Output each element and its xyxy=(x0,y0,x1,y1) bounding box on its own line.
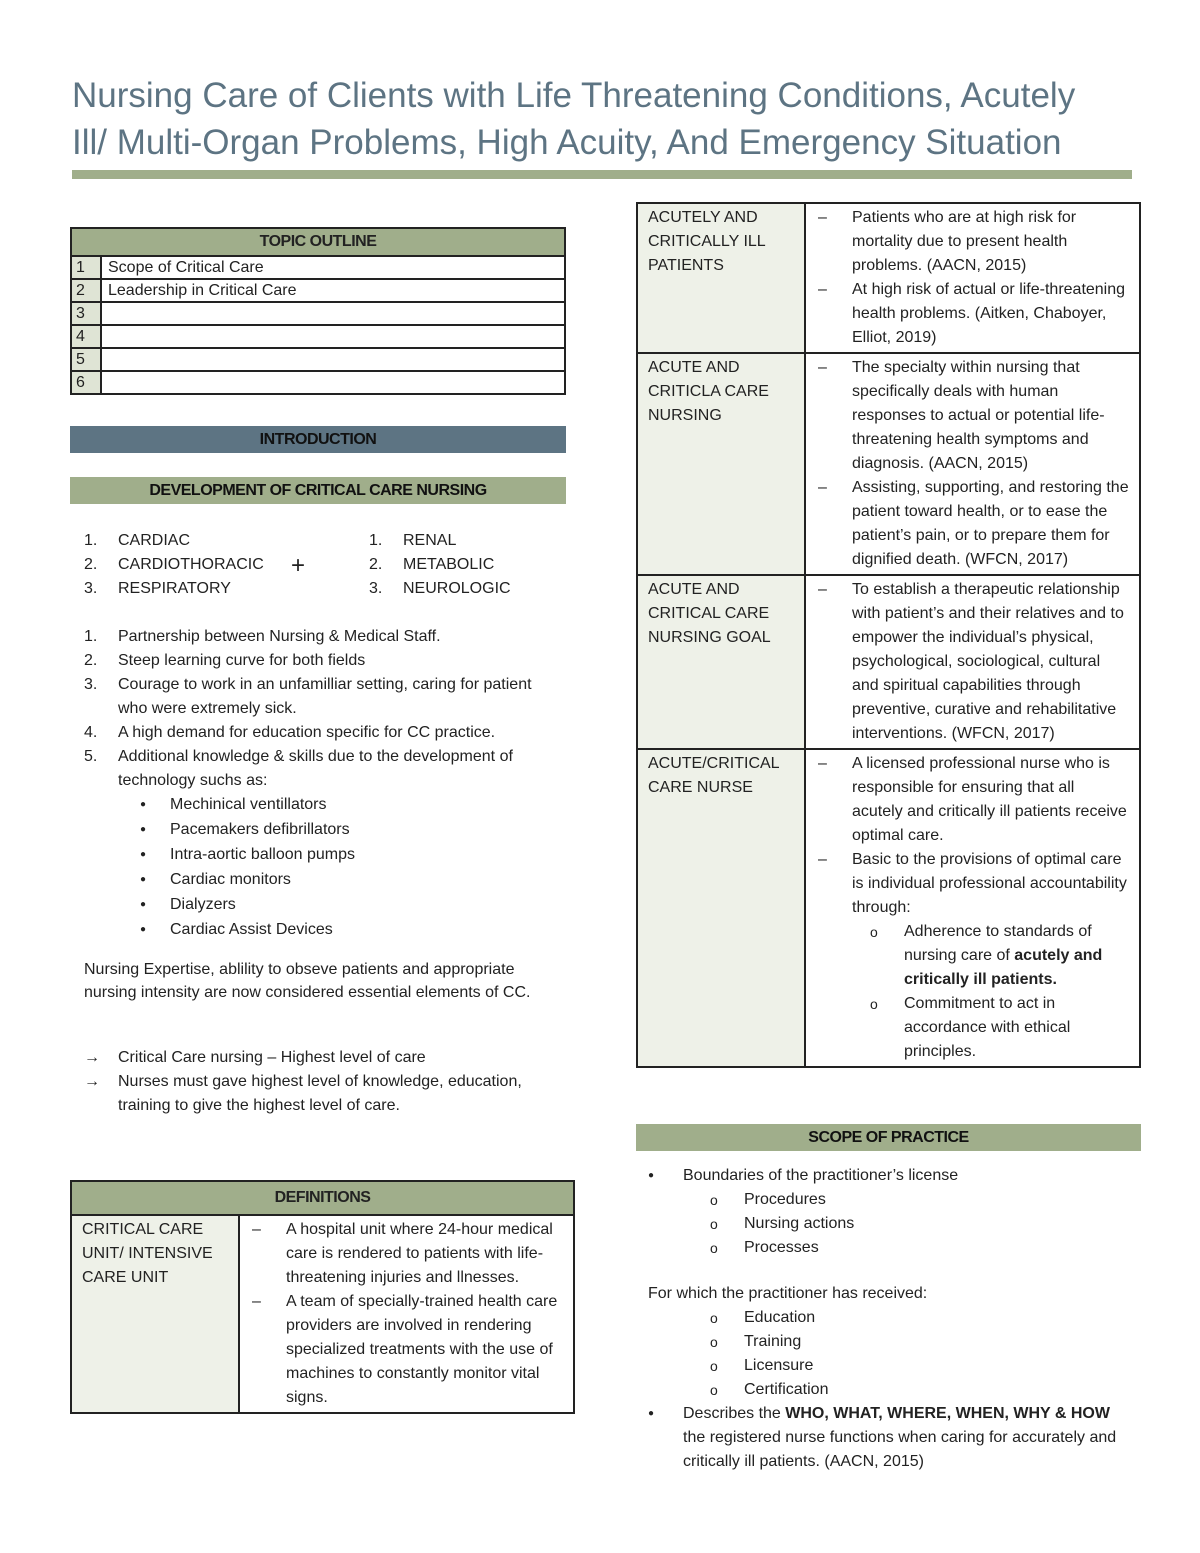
list-item: 4. A high demand for education specific for CC practice. xyxy=(84,724,496,741)
topic-outline-table xyxy=(70,227,566,395)
list-item: 5. Additional knowledge & skills due to the development of technology suchs as: ● Mechinical ventillators ● Pacemakers defibrillators ● Intra-aortic balloon pumps ● Cardiac monitors ● Dialyzers ● Cardiac Assist Devices xyxy=(84,745,564,943)
introduction-heading: INTRODUCTION xyxy=(70,426,566,453)
definition-row xyxy=(637,353,1140,575)
topic-outline-heading: TOPIC OUTLINE xyxy=(71,228,565,256)
circle-item: o Processes xyxy=(648,1236,1118,1260)
definition-description xyxy=(805,749,1140,1067)
list-item: 1. CARDIAC xyxy=(84,532,191,549)
definition-term: ACUTE AND CRITICLA CARE NURSING xyxy=(637,353,805,575)
dash-item: – The specialty within nursing that specifically deals with human responses to actual or potential life-threatening health symptoms and diagnosis. (AACN, 2015) xyxy=(814,356,1129,476)
bullet-item: ● Boundaries of the practitioner’s license xyxy=(648,1164,1118,1188)
page-title xyxy=(72,72,1132,166)
definition-description xyxy=(805,575,1140,749)
dash-item: – Patients who are at high risk for mortality due to present health problems. (AACN, 2015) xyxy=(814,206,1129,278)
critical-care-definitions-table xyxy=(636,202,1141,1068)
outline-num: 2 xyxy=(71,279,101,302)
list-item: 3. NEUROLOGIC xyxy=(369,580,511,597)
definition-term: ACUTE AND CRITICAL CARE NURSING GOAL xyxy=(637,575,805,749)
scope-of-practice-heading: SCOPE OF PRACTICE xyxy=(636,1124,1141,1151)
outline-num: 5 xyxy=(71,348,101,371)
dash-item: – At high risk of actual or life-threatening health problems. (Aitken, Chaboyer, Elliot, 2019) xyxy=(814,278,1129,350)
circle-item: o Commitment to act in accordance with ethical principles. xyxy=(852,992,1129,1064)
list-item: 3. Courage to work in an unfamilliar setting, caring for patient who were extremely sick. xyxy=(84,676,532,717)
bullet-item: ● Describes the WHO, WHAT, WHERE, WHEN, WHY & HOW the registered nurse functions when caring for accurately and critically ill patients. (AACN, 2015) xyxy=(648,1402,1118,1474)
bullet-item: ● Dialyzers xyxy=(84,893,564,918)
outline-num: 6 xyxy=(71,371,101,394)
definition-term: CRITICAL CARE UNIT/ INTENSIVE CARE UNIT xyxy=(71,1215,239,1413)
right-system-list xyxy=(369,529,511,601)
dash-item: – A hospital unit where 24-hour medical care is rendered to patients with life-threatening injuries and llnesses. xyxy=(248,1218,563,1290)
definition-description xyxy=(239,1215,574,1413)
bullet-item: ● Pacemakers defibrillators xyxy=(84,818,564,843)
definition-description xyxy=(805,203,1140,353)
outline-num: 3 xyxy=(71,302,101,325)
development-factors-list xyxy=(84,625,564,943)
list-item: 2. CARDIOTHORACIC xyxy=(84,556,264,573)
definitions-heading: DEFINITIONS xyxy=(71,1181,574,1215)
dash-item: – Basic to the provisions of optimal care is individual professional accountability through: o Adherence to standards of nursing care of acutely and critically ill patients. o Commitment to act in accordance with ethical principles. xyxy=(814,848,1129,1064)
definition-term: ACUTE/CRITICAL CARE NURSE xyxy=(637,749,805,1067)
circle-item: o Adherence to standards of nursing care of acutely and critically ill patients. xyxy=(852,920,1129,992)
outline-num: 1 xyxy=(71,256,101,279)
circle-item: o Training xyxy=(648,1330,1118,1354)
development-heading: DEVELOPMENT OF CRITICAL CARE NURSING xyxy=(70,477,566,504)
expertise-paragraph: Nursing Expertise, ablility to obseve patients and appropriate nursing intensity are now considered essential elements of CC. xyxy=(84,961,531,1001)
title-line-1: Nursing Care of Clients with Life Threatening Conditions, Acutely xyxy=(72,76,1076,115)
outline-text xyxy=(101,325,565,348)
dash-item: – A licensed professional nurse who is responsible for ensuring that all acutely and critically ill patients receive optimal care. xyxy=(814,752,1129,848)
definition-row xyxy=(637,749,1140,1067)
arrow-item: → Critical Care nursing – Highest level of care xyxy=(84,1046,564,1070)
outline-text: Leadership in Critical Care xyxy=(101,279,565,302)
outline-row xyxy=(71,325,565,348)
outline-row xyxy=(71,256,565,279)
bullet-item: ● Cardiac monitors xyxy=(84,868,564,893)
outline-row xyxy=(71,371,565,394)
definition-description xyxy=(805,353,1140,575)
outline-row xyxy=(71,302,565,325)
list-item: 2. METABOLIC xyxy=(369,556,495,573)
dash-item: – Assisting, supporting, and restoring the patient toward health, or to ease the patient’s pain, or to prepare them for dignified death. (WFCN, 2017) xyxy=(814,476,1129,572)
left-system-list xyxy=(84,529,264,601)
technology-bullets xyxy=(84,793,564,943)
definition-row xyxy=(71,1215,574,1413)
arrow-list xyxy=(84,1046,564,1118)
circle-item: o Procedures xyxy=(648,1188,1118,1212)
title-line-2: Ill/ Multi-Organ Problems, High Acuity, And Emergency Situation xyxy=(72,123,1062,162)
dash-item: – A team of specially-trained health care providers are involved in rendering specialized treatments with the use of machines to constantly monitor vital signs. xyxy=(248,1290,563,1410)
definitions-table xyxy=(70,1180,575,1414)
bullet-item: ● Intra-aortic balloon pumps xyxy=(84,843,564,868)
outline-text xyxy=(101,302,565,325)
outline-text: Scope of Critical Care xyxy=(101,256,565,279)
plus-sign: + xyxy=(291,552,306,579)
arrow-item: → Nurses must gave highest level of knowledge, education, training to give the highest level of care. xyxy=(84,1070,564,1118)
bullet-item: ● Cardiac Assist Devices xyxy=(84,918,564,943)
outline-row xyxy=(71,348,565,371)
circle-item: o Licensure xyxy=(648,1354,1118,1378)
outline-num: 4 xyxy=(71,325,101,348)
bullet-item: ● Mechinical ventillators xyxy=(84,793,564,818)
circle-item: o Certification xyxy=(648,1378,1118,1402)
list-item: 1. RENAL xyxy=(369,532,457,549)
definition-term: ACUTELY AND CRITICALLY ILL PATIENTS xyxy=(637,203,805,353)
definition-row xyxy=(637,203,1140,353)
scope-of-practice-section xyxy=(648,1164,1118,1474)
received-text: For which the practitioner has received: xyxy=(648,1285,928,1302)
circle-item: o Education xyxy=(648,1306,1118,1330)
definition-row xyxy=(637,575,1140,749)
outline-text xyxy=(101,371,565,394)
circle-item: o Nursing actions xyxy=(648,1212,1118,1236)
dash-item: – To establish a therapeutic relationship with patient’s and their relatives and to empower the individual’s physical, psychological, sociological, cultural and spiritual capabilities through preventive, curative and rehabilitative interventions. (WFCN, 2017) xyxy=(814,578,1129,746)
list-item: 3. RESPIRATORY xyxy=(84,580,231,597)
outline-row xyxy=(71,279,565,302)
list-item: 2. Steep learning curve for both fields xyxy=(84,652,366,669)
outline-text xyxy=(101,348,565,371)
title-rule xyxy=(72,170,1132,179)
list-item: 1. Partnership between Nursing & Medical Staff. xyxy=(84,628,441,645)
